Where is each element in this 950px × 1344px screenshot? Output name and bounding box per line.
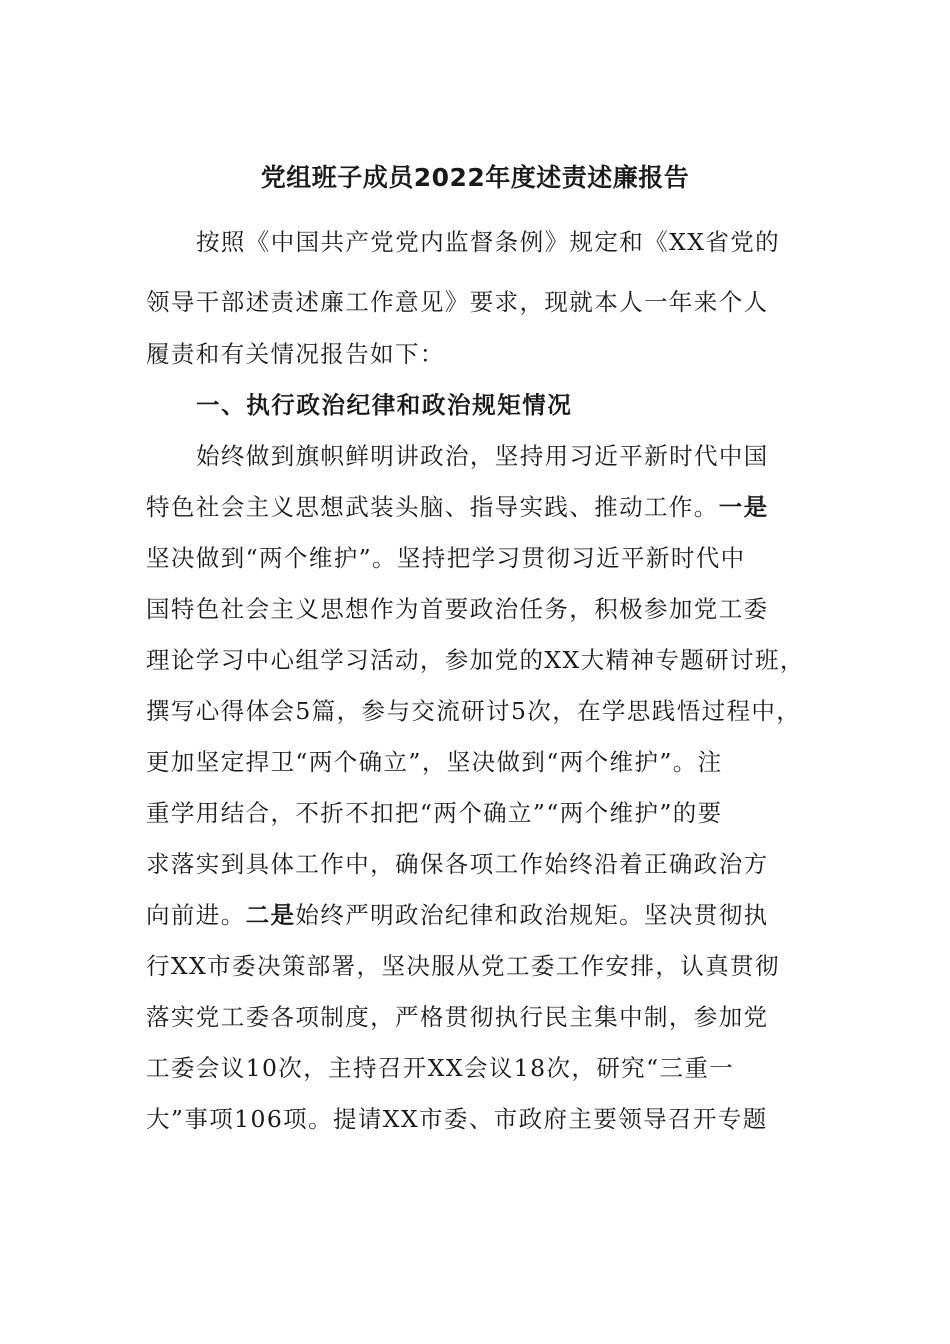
- paragraph-line: 工委会议10次，主持召开XX会议18次，研究“三重一: [146, 1054, 735, 1082]
- bold-marker: 二是: [245, 901, 296, 929]
- paragraph-line: [146, 487, 769, 527]
- line-text: 特色社会主义思想武装头脑、指导实践、推动工作。: [146, 493, 719, 521]
- paragraph-line: 更加坚定捍卫“两个确立”，坚决做到“两个维护”。注: [146, 748, 723, 776]
- bold-marker: 一是: [718, 493, 769, 521]
- paragraph-line: 撰写心得体会5篇，参与交流研讨5次，在学思践悟过程中，: [146, 697, 802, 725]
- paragraph-line: 落实党工委各项制度，严格贯彻执行民主集中制，参加党: [146, 1003, 769, 1031]
- paragraph-line: 国特色社会主义思想作为首要政治任务，积极参加党工委: [146, 595, 769, 623]
- paragraph-line: 坚决做到“两个维护”。坚持把学习贯彻习近平新时代中: [146, 544, 746, 572]
- paragraph-line: 大”事项106项。提请XX市委、市政府主要领导召开专题: [146, 1105, 768, 1133]
- paragraph-line: 理论学习中心组学习活动，参加党的XX大精神专题研讨班，: [146, 646, 805, 674]
- paragraph-line: 行XX市委决策部署，坚决服从党工委工作安排，认真贯彻: [146, 952, 780, 980]
- paragraph-line: 按照《中国共产党党内监督条例》规定和《XX省党的: [196, 228, 781, 256]
- section-heading: 一、执行政治纪律和政治规矩情况: [196, 391, 573, 419]
- paragraph-line: 重学用结合，不折不扣把“两个确立”“两个维护”的要: [146, 799, 723, 827]
- paragraph-line: 领导干部述责述廉工作意见》要求，现就本人一年来个人: [146, 288, 769, 316]
- page-title: 党组班子成员2022年度述责述廉报告: [260, 163, 690, 192]
- paragraph-line: 求落实到具体工作中，确保各项工作始终沿着正确政治方: [146, 850, 769, 878]
- line-text: 始终严明政治纪律和政治规矩。坚决贯彻执: [295, 901, 769, 929]
- paragraph-line: [146, 895, 769, 935]
- paragraph-line: 履责和有关情况报告如下：: [146, 340, 445, 368]
- line-text: 向前进。: [146, 901, 246, 929]
- paragraph-line: 始终做到旗帜鲜明讲政治，坚持用习近平新时代中国: [196, 442, 769, 470]
